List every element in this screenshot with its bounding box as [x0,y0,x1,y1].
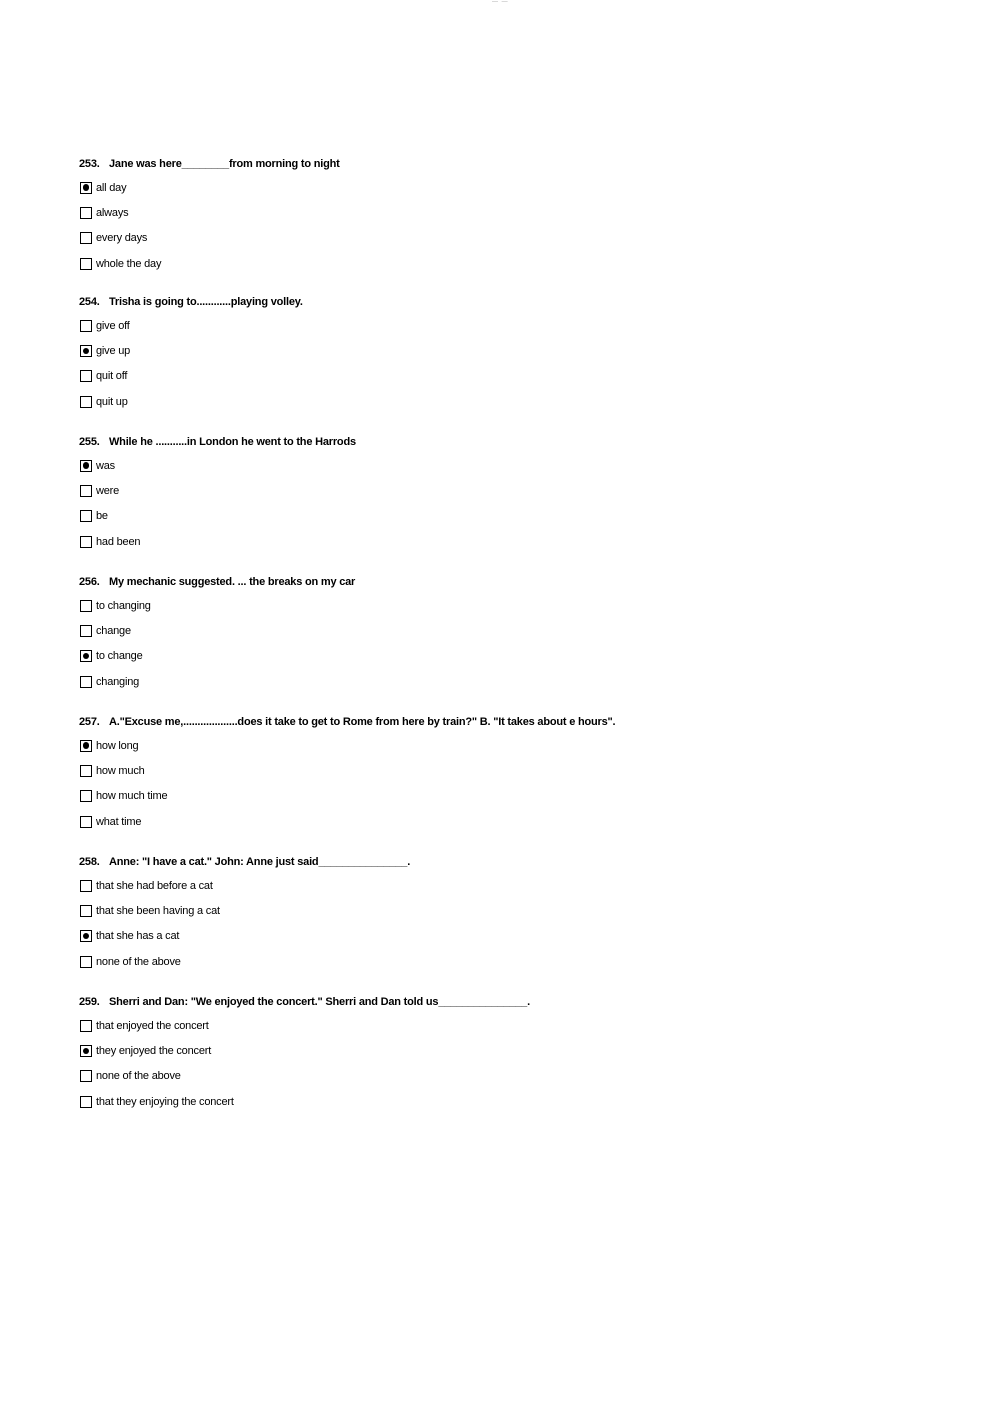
answer-option-label: none of the above [96,955,181,968]
checkbox-empty-icon[interactable] [80,258,92,270]
question-block [79,571,879,695]
question-block [79,851,879,975]
answer-option[interactable] [79,504,879,529]
answer-option[interactable] [79,1089,879,1114]
answer-option-label: how long [96,739,139,752]
answer-option[interactable] [79,809,879,834]
answer-option-label: how much time [96,790,168,803]
answer-option[interactable] [79,313,879,338]
answer-option-label: all day [96,181,127,194]
checkbox-checked-icon[interactable] [80,345,92,357]
checkbox-empty-icon[interactable] [80,625,92,637]
answer-option-label: quit off [96,370,128,383]
question-text: Trisha is going to............playing volley. [109,296,303,308]
answer-option[interactable] [79,529,879,554]
question-text: A."Excuse me,...................does it take to get to Rome from here by train?" B. "It takes about e hours". [109,716,616,728]
checkbox-empty-icon[interactable] [80,880,92,892]
checkbox-empty-icon[interactable] [80,536,92,548]
answer-option[interactable] [79,898,879,923]
answer-option-label: changing [96,675,140,688]
question-block [79,711,879,835]
question-number: 257. [79,716,100,728]
answer-option[interactable] [79,175,879,200]
question-block [79,431,879,555]
answer-option[interactable] [79,949,879,974]
answer-option-label: quit up [96,395,128,408]
answer-option[interactable] [79,1013,879,1038]
answer-option-label: how much [96,765,145,778]
checkbox-checked-icon[interactable] [80,650,92,662]
answer-option-label: none of the above [96,1070,181,1083]
question-title [79,851,879,873]
answer-option[interactable] [79,784,879,809]
checkbox-empty-icon[interactable] [80,485,92,497]
question-number: 256. [79,576,100,588]
checkbox-empty-icon[interactable] [80,1070,92,1082]
answer-option[interactable] [79,478,879,503]
answer-option[interactable] [79,1064,879,1089]
checkbox-empty-icon[interactable] [80,905,92,917]
answer-option[interactable] [79,338,879,363]
question-text: Jane was here________from morning to night [109,158,340,170]
answer-option[interactable] [79,226,879,251]
answer-option[interactable] [79,364,879,389]
question-block [79,291,879,415]
question-block [79,991,879,1115]
checkbox-empty-icon[interactable] [80,956,92,968]
checkbox-empty-icon[interactable] [80,1096,92,1108]
answer-option[interactable] [79,200,879,225]
question-title [79,291,879,313]
checkbox-checked-icon[interactable] [80,460,92,472]
question-number: 254. [79,296,100,308]
answer-option[interactable] [79,593,879,618]
question-title [79,991,879,1013]
question-text: My mechanic suggested. ... the breaks on my car [109,576,356,588]
question-title [79,571,879,593]
question-text: Anne: "I have a cat." John: Anne just said_______________. [109,856,411,868]
checkbox-empty-icon[interactable] [80,207,92,219]
checkbox-empty-icon[interactable] [80,790,92,802]
answer-option-label: always [96,207,129,220]
question-number: 259. [79,996,100,1008]
answer-option-label: every days [96,232,148,245]
question-text: While he ...........in London he went to the Harrods [109,436,356,448]
answer-option-label: whole the day [96,257,162,270]
checkbox-empty-icon[interactable] [80,232,92,244]
question-text: Sherri and Dan: "We enjoyed the concert." Sherri and Dan told us_______________. [109,996,530,1008]
answer-option[interactable] [79,1038,879,1063]
question-block [79,153,879,277]
checkbox-empty-icon[interactable] [80,370,92,382]
checkbox-checked-icon[interactable] [80,1045,92,1057]
checkbox-empty-icon[interactable] [80,396,92,408]
question-title [79,153,879,175]
answer-option-label: to change [96,650,143,663]
answer-option-label: had been [96,535,141,548]
answer-option-label: that she has a cat [96,930,180,943]
answer-option[interactable] [79,873,879,898]
answer-option-label: they enjoyed the concert [96,1045,212,1058]
answer-option[interactable] [79,453,879,478]
answer-option[interactable] [79,924,879,949]
answer-option-label: change [96,625,131,638]
page-header-mark: — — [492,0,509,5]
question-number: 253. [79,158,100,170]
answer-option[interactable] [79,251,879,276]
checkbox-empty-icon[interactable] [80,1020,92,1032]
question-number: 258. [79,856,100,868]
answer-option-label: that they enjoying the concert [96,1095,234,1108]
question-title [79,711,879,733]
answer-option[interactable] [79,733,879,758]
question-title [79,431,879,453]
answer-option-label: what time [96,815,142,828]
answer-option-label: be [96,510,108,523]
answer-option-label: that she had before a cat [96,879,213,892]
checkbox-empty-icon[interactable] [80,816,92,828]
checkbox-empty-icon[interactable] [80,510,92,522]
answer-option[interactable] [79,669,879,694]
answer-option-label: was [96,459,115,472]
answer-option-label: that she been having a cat [96,905,220,918]
checkbox-empty-icon[interactable] [80,676,92,688]
checkbox-empty-icon[interactable] [80,320,92,332]
checkbox-checked-icon[interactable] [80,740,92,752]
answer-option[interactable] [79,389,879,414]
answer-option-label: to changing [96,599,151,612]
answer-option[interactable] [79,758,879,783]
answer-option-label: that enjoyed the concert [96,1019,209,1032]
checkbox-empty-icon[interactable] [80,600,92,612]
answer-option-label: were [96,485,120,498]
checkbox-checked-icon[interactable] [80,930,92,942]
answer-option-label: give up [96,345,131,358]
question-number: 255. [79,436,100,448]
checkbox-empty-icon[interactable] [80,765,92,777]
answer-option[interactable] [79,618,879,643]
answer-option[interactable] [79,644,879,669]
checkbox-checked-icon[interactable] [80,182,92,194]
answer-option-label: give off [96,319,130,332]
